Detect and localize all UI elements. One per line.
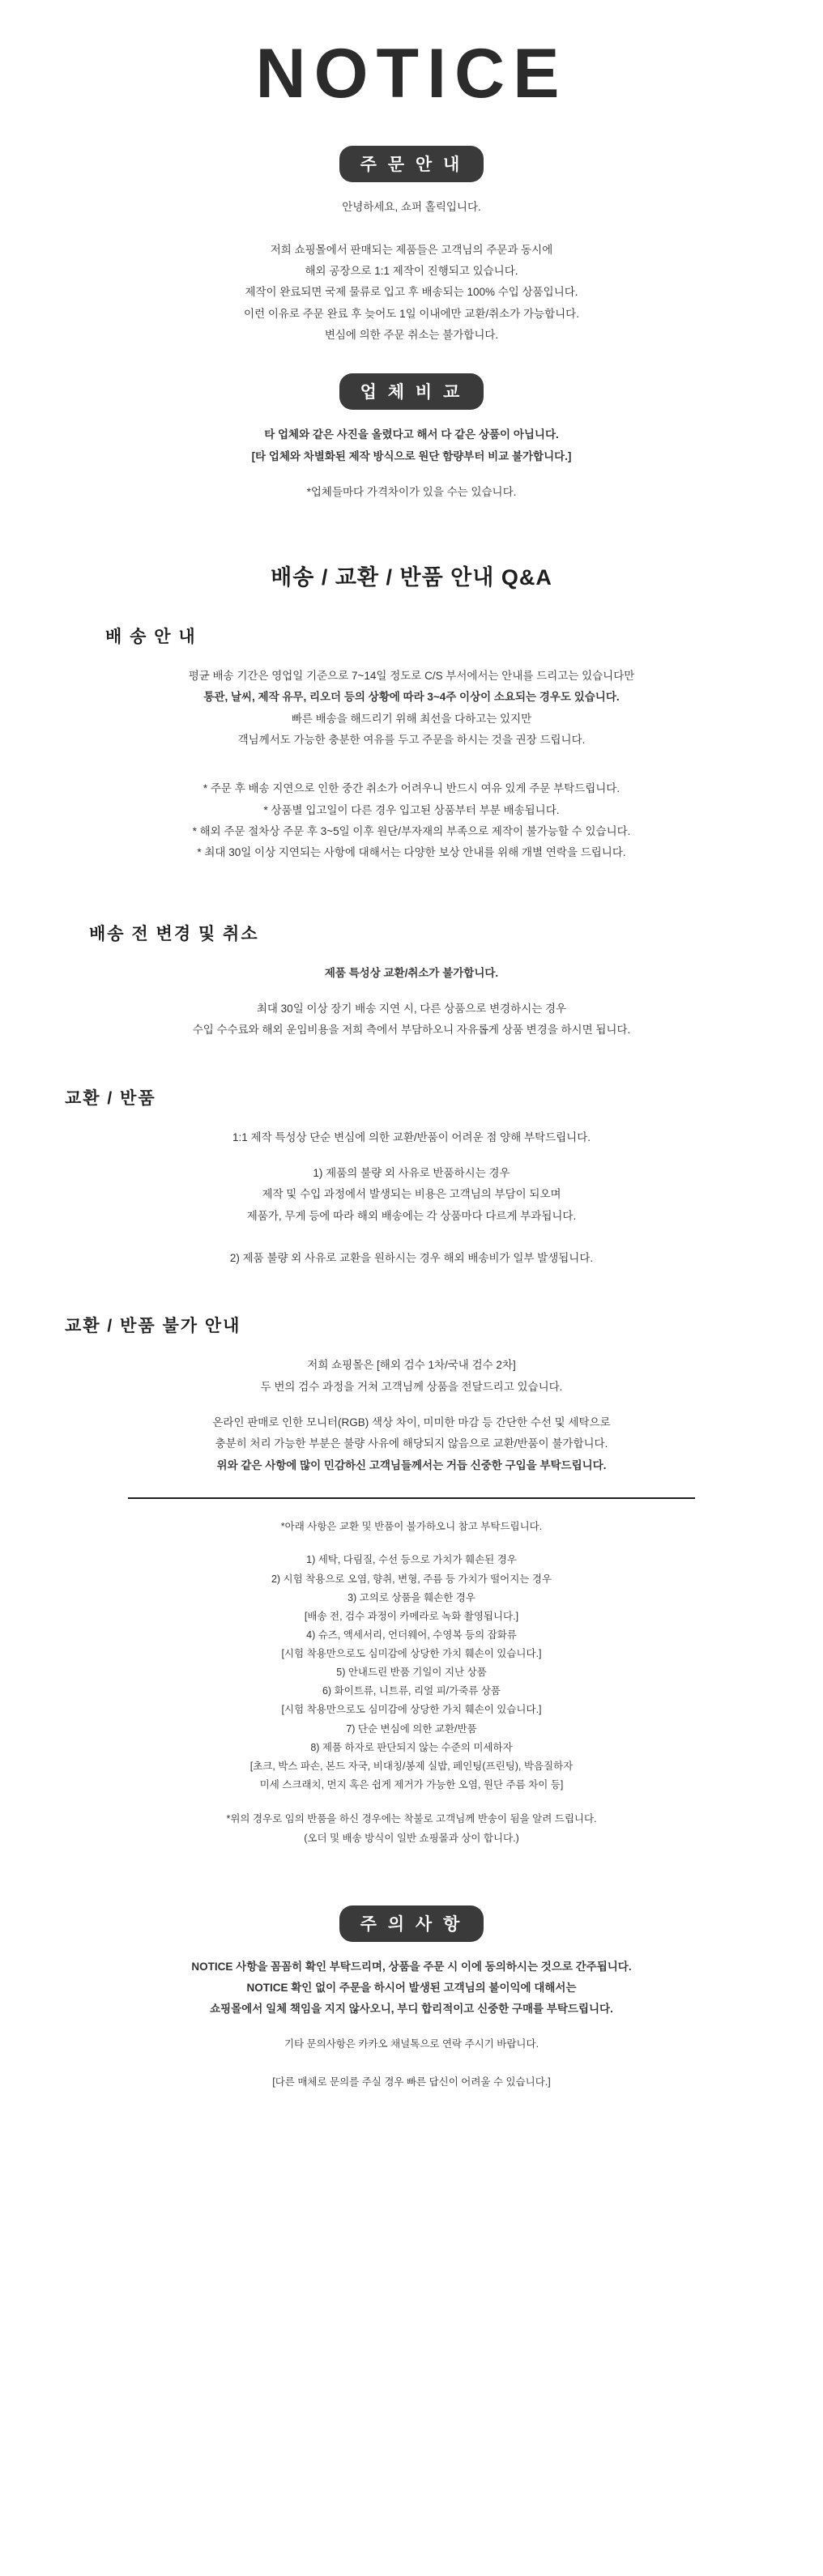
shipping-line: 객님께서도 가능한 충분한 여유를 두고 주문을 하시는 것을 권장 드립니다. [237, 734, 586, 747]
order-guide-line: 이런 이유로 주문 완료 후 늦어도 1일 이내에만 교환/취소가 가능합니다. [244, 307, 579, 320]
list-item: [시험 착용만으로도 심미감에 상당한 가치 훼손이 있습니다.] [281, 1704, 542, 1716]
exchange-item: 1) 제품의 불량 외 사유로 반품하시는 경우 [313, 1166, 510, 1179]
shipping-note: * 주문 후 배송 지연으로 인한 중간 취소가 어려우니 반드시 여유 있게 주문 부탁드립니다. [203, 782, 620, 795]
shipping-line: 통관, 날씨, 제작 유무, 리오더 등의 상황에 따라 3~4주 이상이 소요되는 경우도 있습니다. [203, 691, 620, 704]
compare-note: *업체들마다 가격차이가 있을 수는 있습니다. [306, 485, 517, 498]
order-guide-line [0, 218, 823, 239]
no-exchange-heading: 교환 / 반품 불가 안내 [65, 1317, 241, 1336]
shipping-line: 빠른 배송을 해드리기 위해 최선을 다하고는 있지만 [291, 712, 532, 725]
exchange-heading: 교환 / 반품 [65, 1088, 156, 1108]
exchange-item: 제품가, 무게 등에 따라 해외 배송에는 각 상품마다 다르게 부과됩니다. [246, 1209, 577, 1222]
caution-pill-wrap [0, 1905, 823, 1942]
list-item: 5) 안내드린 반품 기일이 지난 상품 [336, 1667, 487, 1679]
shipping-note: * 최대 30일 이상 지연되는 사항에 대해서는 다양한 보상 안내를 위해 개별 연락을 드립니다. [197, 846, 626, 859]
exchange-item: 2) 제품 불량 외 사유로 교환을 원하시는 경우 해외 배송비가 일부 발생됩니다. [229, 1252, 594, 1265]
no-exchange-line: 온라인 판매로 인한 모니터(RGB) 색상 차이, 미미한 마감 등 간단한 수선 및 세탁으로 [212, 1416, 611, 1429]
list-item: 2) 시험 착용으로 오염, 향취, 변형, 주름 등 가치가 떨어지는 경우 [271, 1573, 552, 1585]
before-ship-heading: 배송 전 변경 및 취소 [89, 924, 259, 943]
caution-pill: 주 의 사 항 [339, 1905, 484, 1942]
qna-heading: 배송 / 교환 / 반품 안내 Q&A [271, 565, 552, 590]
no-exchange-closing: *위의 경우로 임의 반품을 하신 경우에는 착불로 고객님께 반송이 됨을 알려 드립니다. [226, 1813, 597, 1824]
divider [128, 1497, 695, 1499]
order-guide-line: 제작이 완료되면 국제 물류로 입고 후 배송되는 100% 수입 상품입니다. [245, 286, 578, 299]
compare-pill: 업 체 비 교 [339, 373, 484, 410]
list-item: 7) 단순 변심에 의한 교환/반품 [346, 1722, 477, 1735]
caution-line: NOTICE 사항을 꼼꼼히 확인 부탁드리며, 상품을 주문 시 이에 동의하시는 것으로 간주됩니다. [191, 1960, 632, 1973]
no-exchange-line: 위와 같은 사항에 많이 민감하신 고객님들께서는 거듭 신중한 구입을 부탁드립니다. [216, 1458, 607, 1471]
shipping-heading: 배 송 안 내 [105, 628, 197, 647]
before-ship-line: 최대 30일 이상 장기 배송 지연 시, 다른 상품으로 변경하시는 경우 [256, 1002, 567, 1015]
compare-pill-wrap [0, 373, 823, 410]
list-item: 6) 화이트류, 니트류, 리얼 피/가죽류 상품 [322, 1685, 501, 1697]
order-guide-pill: 주 문 안 내 [339, 146, 484, 182]
list-item: [시험 착용만으로도 심미감에 상당한 가치 훼손이 있습니다.] [281, 1648, 542, 1659]
list-item: 미세 스크래치, 먼지 혹은 쉽게 제거가 가능한 오염, 원단 주름 차이 등] [259, 1778, 564, 1790]
no-exchange-line: 충분히 처리 가능한 부분은 불량 사유에 해당되지 않음으로 교환/반품이 불가합니다. [215, 1437, 608, 1450]
before-ship-bold: 제품 특성상 교환/취소가 불가합니다. [324, 966, 499, 979]
compare-body [0, 424, 823, 467]
caution-line: 쇼핑몰에서 일체 책임을 지지 않사오니, 부디 합리적이고 신중한 구매를 부탁드립니다. [210, 2003, 613, 2016]
list-item: [초크, 박스 파손, 본드 자국, 비대칭/봉제 실밥, 페인팅(프린팅), 박음질하자 [249, 1760, 574, 1772]
caution-footer-line: 기타 문의사항은 카카오 채널톡으로 연락 주시기 바랍니다. [284, 2037, 539, 2050]
no-exchange-line: 저희 쇼핑몰은 [해외 검수 1차/국내 검수 2차] [307, 1359, 516, 1372]
list-item: 4) 슈즈, 액세서리, 언더웨어, 수영복 등의 잡화류 [306, 1629, 517, 1641]
before-ship-line: 수입 수수료와 해외 운임비용을 저희 측에서 부담하오니 자유롭게 상품 변경을 하시면 됩니다. [192, 1024, 631, 1037]
no-exchange-closing: (오더 및 배송 방식이 일반 쇼핑몰과 상이 합니다.) [304, 1833, 519, 1845]
list-item: [배송 전, 검수 과정이 카메라로 녹화 촬영됩니다.] [304, 1610, 519, 1622]
shipping-notes [0, 778, 823, 863]
list-item: 8) 제품 하자로 판단되지 않는 수준의 미세하자 [310, 1741, 513, 1753]
shipping-note: * 해외 주문 절차상 주문 후 3~5일 이후 원단/부자재의 부족으로 제작이 불가능할 수 있습니다. [192, 825, 631, 837]
caution-body [0, 1956, 823, 2020]
exchange-item-spacer [0, 1227, 823, 1248]
list-item: 3) 고의로 상품을 훼손한 경우 [348, 1591, 475, 1603]
exchange-intro: 1:1 제작 특성상 단순 변심에 의한 교환/반품이 어려운 점 양해 부탁드립니다. [232, 1130, 591, 1143]
compare-line: [타 업체와 차별화된 제작 방식으로 원단 함량부터 비교 불가합니다.] [251, 449, 572, 462]
caution-line: NOTICE 확인 없이 주문을 하시어 발생된 고객님의 불이익에 대해서는 [246, 1982, 577, 1995]
shipping-line: 평균 배송 기간은 영업일 기준으로 7~14일 정도로 C/S 부서에서는 안내를 드리고는 있습니다만 [188, 670, 635, 683]
exchange-item: 제작 및 수입 과정에서 발생되는 비용은 고객님의 부담이 되오며 [262, 1188, 561, 1201]
caution-footer [0, 2035, 823, 2093]
order-guide-line: 해외 공장으로 1:1 제작이 진행되고 있습니다. [305, 264, 518, 277]
order-guide-line: 변심에 의한 주문 취소는 불가합니다. [324, 328, 499, 341]
order-guide-pill-wrap [0, 146, 823, 182]
caution-footer-spacer [0, 2054, 823, 2073]
list-item: 1) 세탁, 다림질, 수선 등으로 가치가 훼손된 경우 [306, 1554, 517, 1566]
no-exchange-line: 두 번의 검수 과정을 거쳐 고객님께 상품을 전달드리고 있습니다. [260, 1380, 563, 1393]
order-guide-line: 저희 쇼핑몰에서 판매되는 제품들은 고객님의 주문과 동시에 [270, 243, 553, 256]
shipping-note: * 상품별 입고일이 다른 경우 입고된 상품부터 부분 배송됩니다. [263, 803, 560, 816]
caution-footer-line: [다른 매체로 문의를 주실 경우 빠른 답신이 어려울 수 있습니다.] [272, 2076, 551, 2088]
page-title: NOTICE [255, 35, 568, 113]
compare-line: 타 업체와 같은 사진을 올렸다고 해서 다 같은 상품이 아닙니다. [264, 428, 559, 441]
order-guide-body [0, 197, 823, 346]
order-guide-line: 안녕하세요, 쇼퍼 홀릭입니다. [342, 201, 481, 213]
shipping-body [0, 666, 823, 751]
no-exchange-list-title: *아래 사항은 교환 및 반품이 불가하오니 참고 부탁드립니다. [280, 1521, 543, 1532]
no-exchange-list [0, 1551, 823, 1795]
